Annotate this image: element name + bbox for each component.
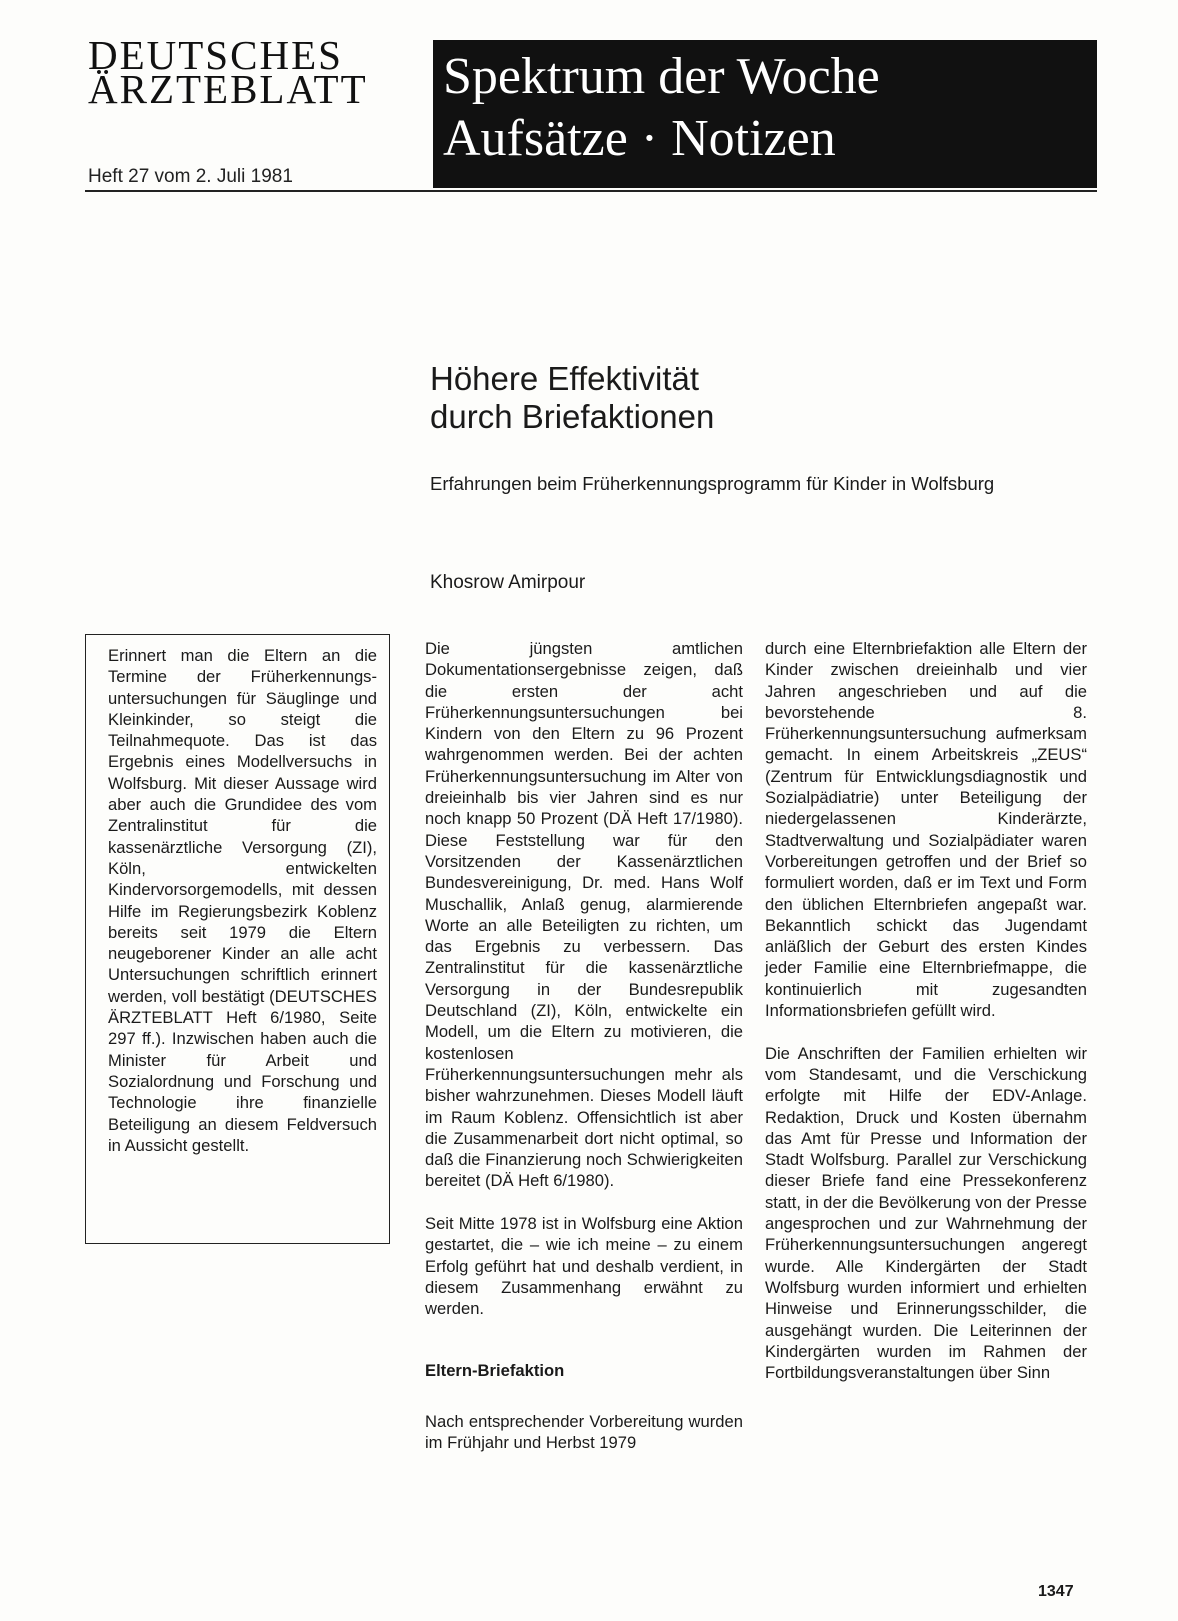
page-number: 1347 <box>1038 1583 1074 1600</box>
section-heading: Eltern-Briefaktion <box>425 1360 565 1380</box>
article-subtitle: Erfahrungen beim Früherkennungsprogramm für Kinder in Wolfsburg <box>430 473 995 494</box>
banner-line-1: Spektrum der Woche <box>443 48 880 105</box>
article-title-line-2: durch Briefaktionen <box>430 398 715 435</box>
body-paragraph: Seit Mitte 1978 ist in Wolfsburg eine Aktion gestartet, die – wie ich meine – zu einem Erfolg geführt hat und deshalb verdient, in diesem Zusammenhang erwähnt zu werden. <box>425 1214 743 1319</box>
header-rule <box>85 190 1097 192</box>
body-paragraph: durch eine Elternbriefaktion alle Eltern der Kinder zwischen dreieinhalb und vier Jahren angeschrieben und auf die bevorstehende 8. Früherkennungsuntersuchung aufmerksam gemacht. In einem Arbeitskreis „ZEUS“ (Zentrum für Entwicklungsdiagnostik und Sozialpädiatrie) unter Beteiligung der niedergelassenen Kinderärzte, Stadtverwaltung und Sozialpädiater waren Vorbereitungen getroffen und der Brief so formuliert worden, daß er im Text und Form den üblichen Elternbriefen angepaßt war. Bekanntlich schickt das Jugendamt anläßlich der Geburt des ersten Kindes jeder Familie eine Elternbriefmappe, die kontinuierlich mit zugesandten Informationsbriefen gefüllt wird. <box>765 639 1087 1021</box>
issue-info: Heft 27 vom 2. Juli 1981 <box>88 166 293 187</box>
body-paragraph: Nach entsprechender Vorbereitung wurden im Frühjahr und Herbst 1979 <box>425 1411 743 1452</box>
article-title-line-1: Höhere Effektivität <box>430 360 700 397</box>
body-column-1 <box>425 638 743 1453</box>
article-author: Khosrow Amirpour <box>430 572 586 593</box>
abstract-box <box>85 634 390 1244</box>
body-paragraph: Die Anschriften der Familien erhielten wir vom Standesamt, und die Verschickung erfolgte mit Hilfe der EDV-Anlage. Redaktion, Druck und Kosten übernahm das Amt für Presse und Information der Stadt Wolfsburg. Parallel zur Verschickung dieser Briefe fand eine Pressekonferenz statt, in der die Bevölkerung von der Presse angesprochen und zur Wahrnehmung der Früherkennungsuntersuchungen angeregt wurde. Alle Kindergärten der Stadt Wolfsburg wurden informiert und erhielten Hinweise und Erinnerungsschilder, die ausgehängt wurden. Die Leiterinnen der Kindergärten wurden im Rahmen der Fortbildungsveranstaltungen über Sinn <box>765 1043 1087 1383</box>
abstract-text: Erinnert man die Eltern an die Termine der Früherkennungs-untersuchungen für Säuglinge und Kleinkinder, so steigt die Teilnahmequote. Das ist das Ergebnis eines Modellversuchs in Wolfsburg. Mit dieser Aussage wird aber auch die Grundidee des vom Zentralinstitut für die kassenärztliche Versorgung (ZI), Köln, entwickelten Kindervorsorgemodells, mit dessen Hilfe im Regierungsbezirk Koblenz bereits seit 1979 die Eltern neugeborener Kinder an alle acht Untersuchungen schriftlich erinnert werden, voll bestätigt (DEUTSCHES ÄRZTEBLATT Heft 6/1980, Seite 297 ff.). Inzwischen haben auch die Minister für Arbeit und Sozialordnung und Forschung und Technologie ihre finanzielle Beteiligung an diesem Feldversuch in Aussicht gestellt. <box>108 646 377 1155</box>
journal-logo: DEUTSCHES ÄRZTEBLATT <box>88 32 368 112</box>
banner-line-2: Aufsätze · Notizen <box>443 110 836 167</box>
article-title <box>430 360 714 436</box>
body-column-2 <box>765 638 1087 1383</box>
section-banner <box>433 40 1097 188</box>
body-paragraph: Die jüngsten amtlichen Dokumentationsergebnisse zeigen, daß die ersten der acht Früherkennungsuntersuchungen bei Kindern von den Eltern zu 96 Prozent wahrgenommen werden. Bei der achten Früherkennungsuntersuchung im Alter von dreieinhalb bis vier Jahren sind es nur noch knapp 50 Prozent (DÄ Heft 17/1980). Diese Feststellung war für den Vorsitzenden der Kassenärztlichen Bundesvereinigung, Dr. med. Hans Wolf Muschallik, Anlaß genug, alarmierende Worte an alle Beteiligten zu richten, um das Ergebnis zu verbessern. Das Zentralinstitut für die kassenärztliche Versorgung in der Bundesrepublik Deutschland (ZI), Köln, entwickelte ein Modell, um die Eltern zu motivieren, die kostenlosen Früherkennungsuntersuchungen mehr als bisher wahrzunehmen. Dieses Modell läuft im Raum Koblenz. Offensichtlich ist aber die Zusammenarbeit dort nicht optimal, so daß die Finanzierung noch Schwierigkeiten bereitet (DÄ Heft 6/1980). <box>425 639 743 1191</box>
